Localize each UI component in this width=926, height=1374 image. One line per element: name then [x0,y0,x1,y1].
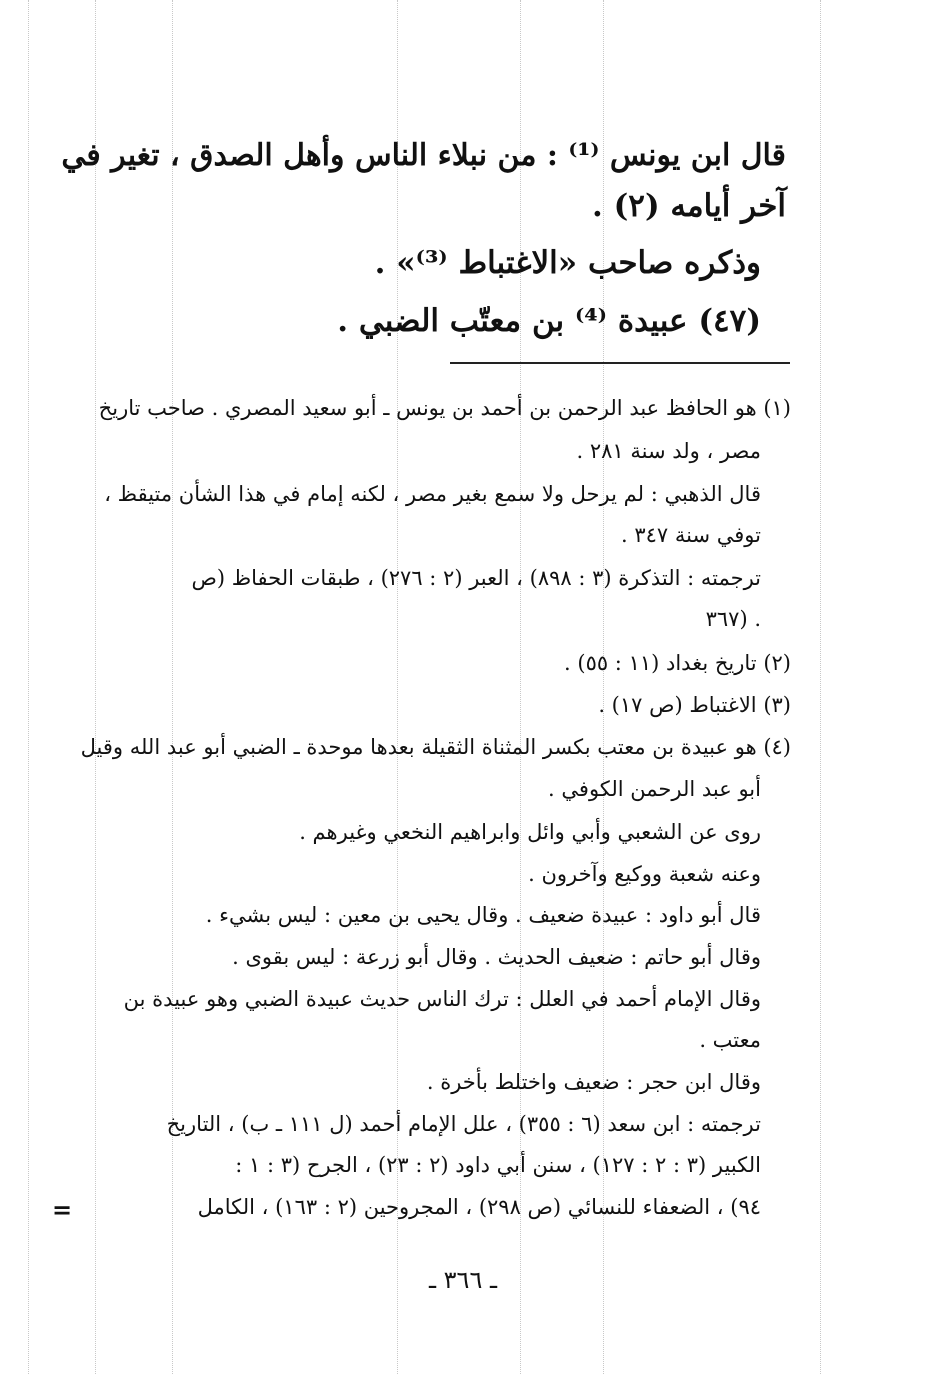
footnote-line: الكبير (٣ : ٢ : ١٢٧) ، سنن أبي داود (٢ : ٢٣) ، الجرح (٣ : ١ : [235,1153,761,1177]
main-line: آخر أيامه (٢) . [592,188,786,224]
footnote-line: (٤) هو عبيدة بن معتب بكسر المثناة الثقيلة بعدها موحدة ـ الضبي أبو عبد الله وقيل [80,735,791,759]
main-line: (٤٧) عبيدة ⁽⁴⁾ بن معتّب الضبي . [337,303,761,339]
footnote-line: وقال الإمام أحمد في العلل : ترك الناس حديث عبيدة الضبي وهو عبيدة بن [123,987,761,1011]
scan-guide-line [820,0,821,1374]
main-line: قال ابن يونس ⁽¹⁾ : من نبلاء الناس وأهل الصدق ، تغير في [61,138,786,173]
footnote-line: ٩٤) ، الضعفاء للنسائي (ص ٢٩٨) ، المجروحين (٢ : ١٦٣) ، الكامل [197,1195,761,1219]
footnote-line: ٣٦٧) . [705,607,761,631]
footnote-line: وقال ابن حجر : ضعيف واختلط بأخرة . [426,1070,761,1094]
scan-guide-line [172,0,173,1374]
footnote-line: وقال أبو حاتم : ضعيف الحديث . وقال أبو زرعة : ليس بقوى . [232,945,761,969]
footnote-line: قال أبو داود : عبيدة ضعيف . وقال يحيى بن معين : ليس بشيء . [205,903,761,927]
main-line: وذكره صاحب «الاغتباط ⁽³⁾» . [374,245,761,281]
footnote-line: (٢) تاريخ بغداد (١١ : ٥٥) . [564,651,791,675]
footnote-separator [450,362,790,364]
footnote-line: وعنه شعبة ووكيع وآخرون . [528,862,761,886]
footnote-line: توفي سنة ٣٤٧ . [621,523,761,547]
page-number: ـ ٣٦٦ ـ [428,1266,497,1294]
footnote-line: قال الذهبي : لم يرحل ولا سمع بغير مصر ، لكنه إمام في هذا الشأن متيقظ ، [104,482,761,506]
scan-guide-line [95,0,96,1374]
footnote-line: ترجمته : التذكرة (٣ : ٨٩٨) ، العبر (٢ : ٢٧٦) ، طبقات الحفاظ (ص [191,566,761,590]
footnote-line: مصر ، ولد سنة ٢٨١ . [576,439,761,463]
scan-guide-line [28,0,29,1374]
footnote-line: معتب . [699,1028,761,1052]
footnote-line: (١) هو الحافظ عبد الرحمن بن أحمد بن يونس ـ أبو سعيد المصري . صاحب تاريخ [98,396,791,420]
continuation-mark: = [52,1195,73,1224]
footnote-line: ترجمته : ابن سعد (٦ : ٣٥٥) ، علل الإمام أحمد (ل ١١١ ـ ب) ، التاريخ [166,1112,761,1136]
footnote-line: (٣) الاغتباط (ص ١٧) . [598,693,791,717]
footnote-line: روى عن الشعبي وأبي وائل وابراهيم النخعي وغيرهم . [299,820,761,844]
footnote-line: أبو عبد الرحمن الكوفي . [548,777,761,801]
